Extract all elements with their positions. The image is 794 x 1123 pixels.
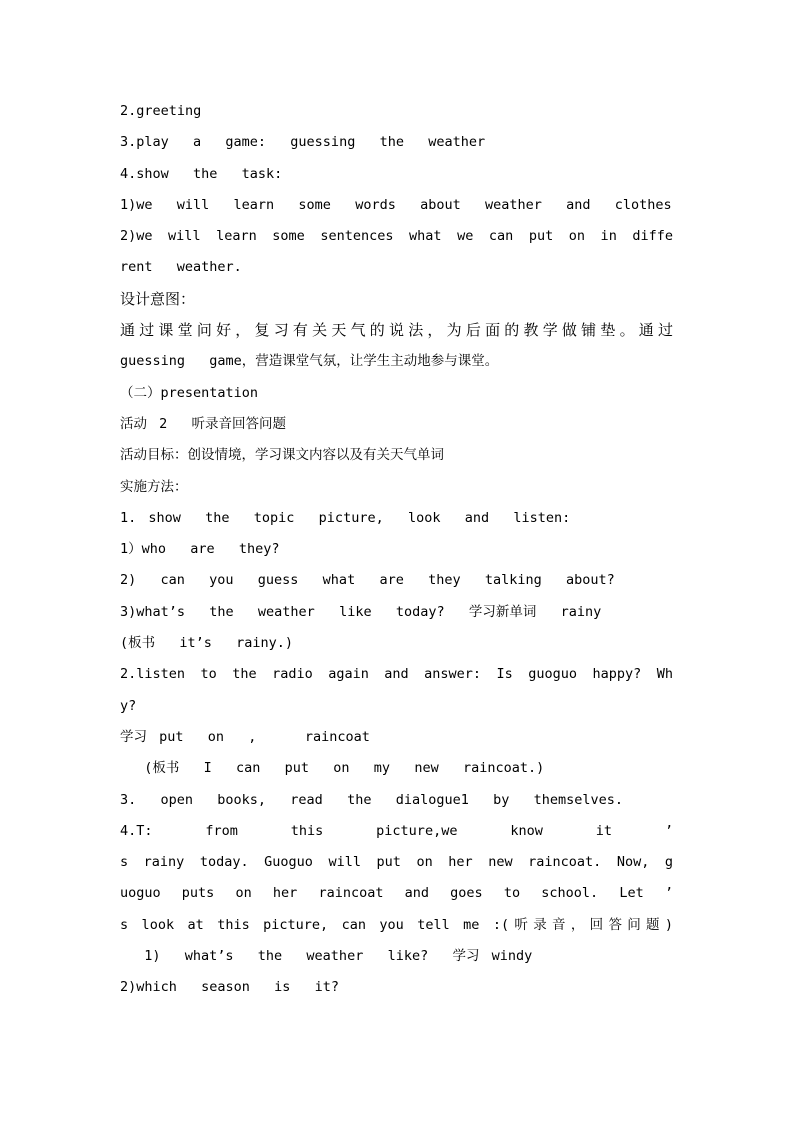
text-line: 1)we will learn some words about weather and clothes bbox=[120, 196, 672, 213]
text-line: 4.T: from this picture,we know it ’ bbox=[120, 822, 673, 839]
section-heading: 实施方法： bbox=[120, 478, 188, 495]
text-line: 3. open books, read the dialogue1 by themselves. bbox=[120, 791, 624, 808]
text-line: 4.show the task: bbox=[120, 165, 283, 182]
text-line: s look at this picture, can you tell me :(听录音，回答问题) bbox=[120, 916, 673, 933]
text-line: 1) what’s the weather like? 学习 windy bbox=[120, 948, 533, 965]
text-line: 3)what’s the weather like today? 学习新单词 rainy bbox=[120, 603, 602, 620]
text-line: 2) can you guess what are they talking about? bbox=[120, 572, 615, 589]
text-line: 2.listen to the radio again and answer: Is guoguo happy? Wh bbox=[120, 666, 673, 683]
activity-title: 活动 2 听录音回答问题 bbox=[120, 415, 287, 432]
text-line: 1）who are they? bbox=[120, 541, 280, 558]
text-line: rent weather. bbox=[120, 259, 242, 276]
text-line: (板书 it’s rainy.) bbox=[120, 635, 294, 652]
text-line: guessing game，营造课堂气氛，让学生主动地参与课堂。 bbox=[120, 353, 499, 370]
section-heading: （二）presentation bbox=[120, 384, 259, 401]
section-heading: 设计意图： bbox=[120, 289, 196, 308]
text-line: 通 过 课 堂 问 好 ， 复 习 有 关 天 气 的 说 法 ， 为 后 面 的 教 学 做 铺 垫 。 通 过 bbox=[120, 321, 673, 340]
text-line: s rainy today. Guoguo will put on her new raincoat. Now, g bbox=[120, 854, 673, 871]
text-line: y? bbox=[120, 697, 137, 714]
text-line: 3.play a game: guessing the weather bbox=[120, 134, 486, 151]
text-line: 2.greeting bbox=[120, 103, 202, 119]
text-line: 2)which season is it? bbox=[120, 979, 340, 996]
text-line: 2)we will learn some sentences what we can put on in diffe bbox=[120, 228, 673, 245]
text-line: uoguo puts on her raincoat and goes to school. Let ’ bbox=[120, 885, 673, 902]
text-line: (板书 I can put on my new raincoat.) bbox=[120, 760, 545, 777]
text-line: 学习 put on , raincoat bbox=[120, 728, 370, 745]
document-page bbox=[120, 100, 673, 1008]
activity-goal: 活动目标：创设情境，学习课文内容以及有关天气单词 bbox=[120, 447, 444, 464]
text-line: 1. show the topic picture, look and listen: bbox=[120, 509, 571, 526]
